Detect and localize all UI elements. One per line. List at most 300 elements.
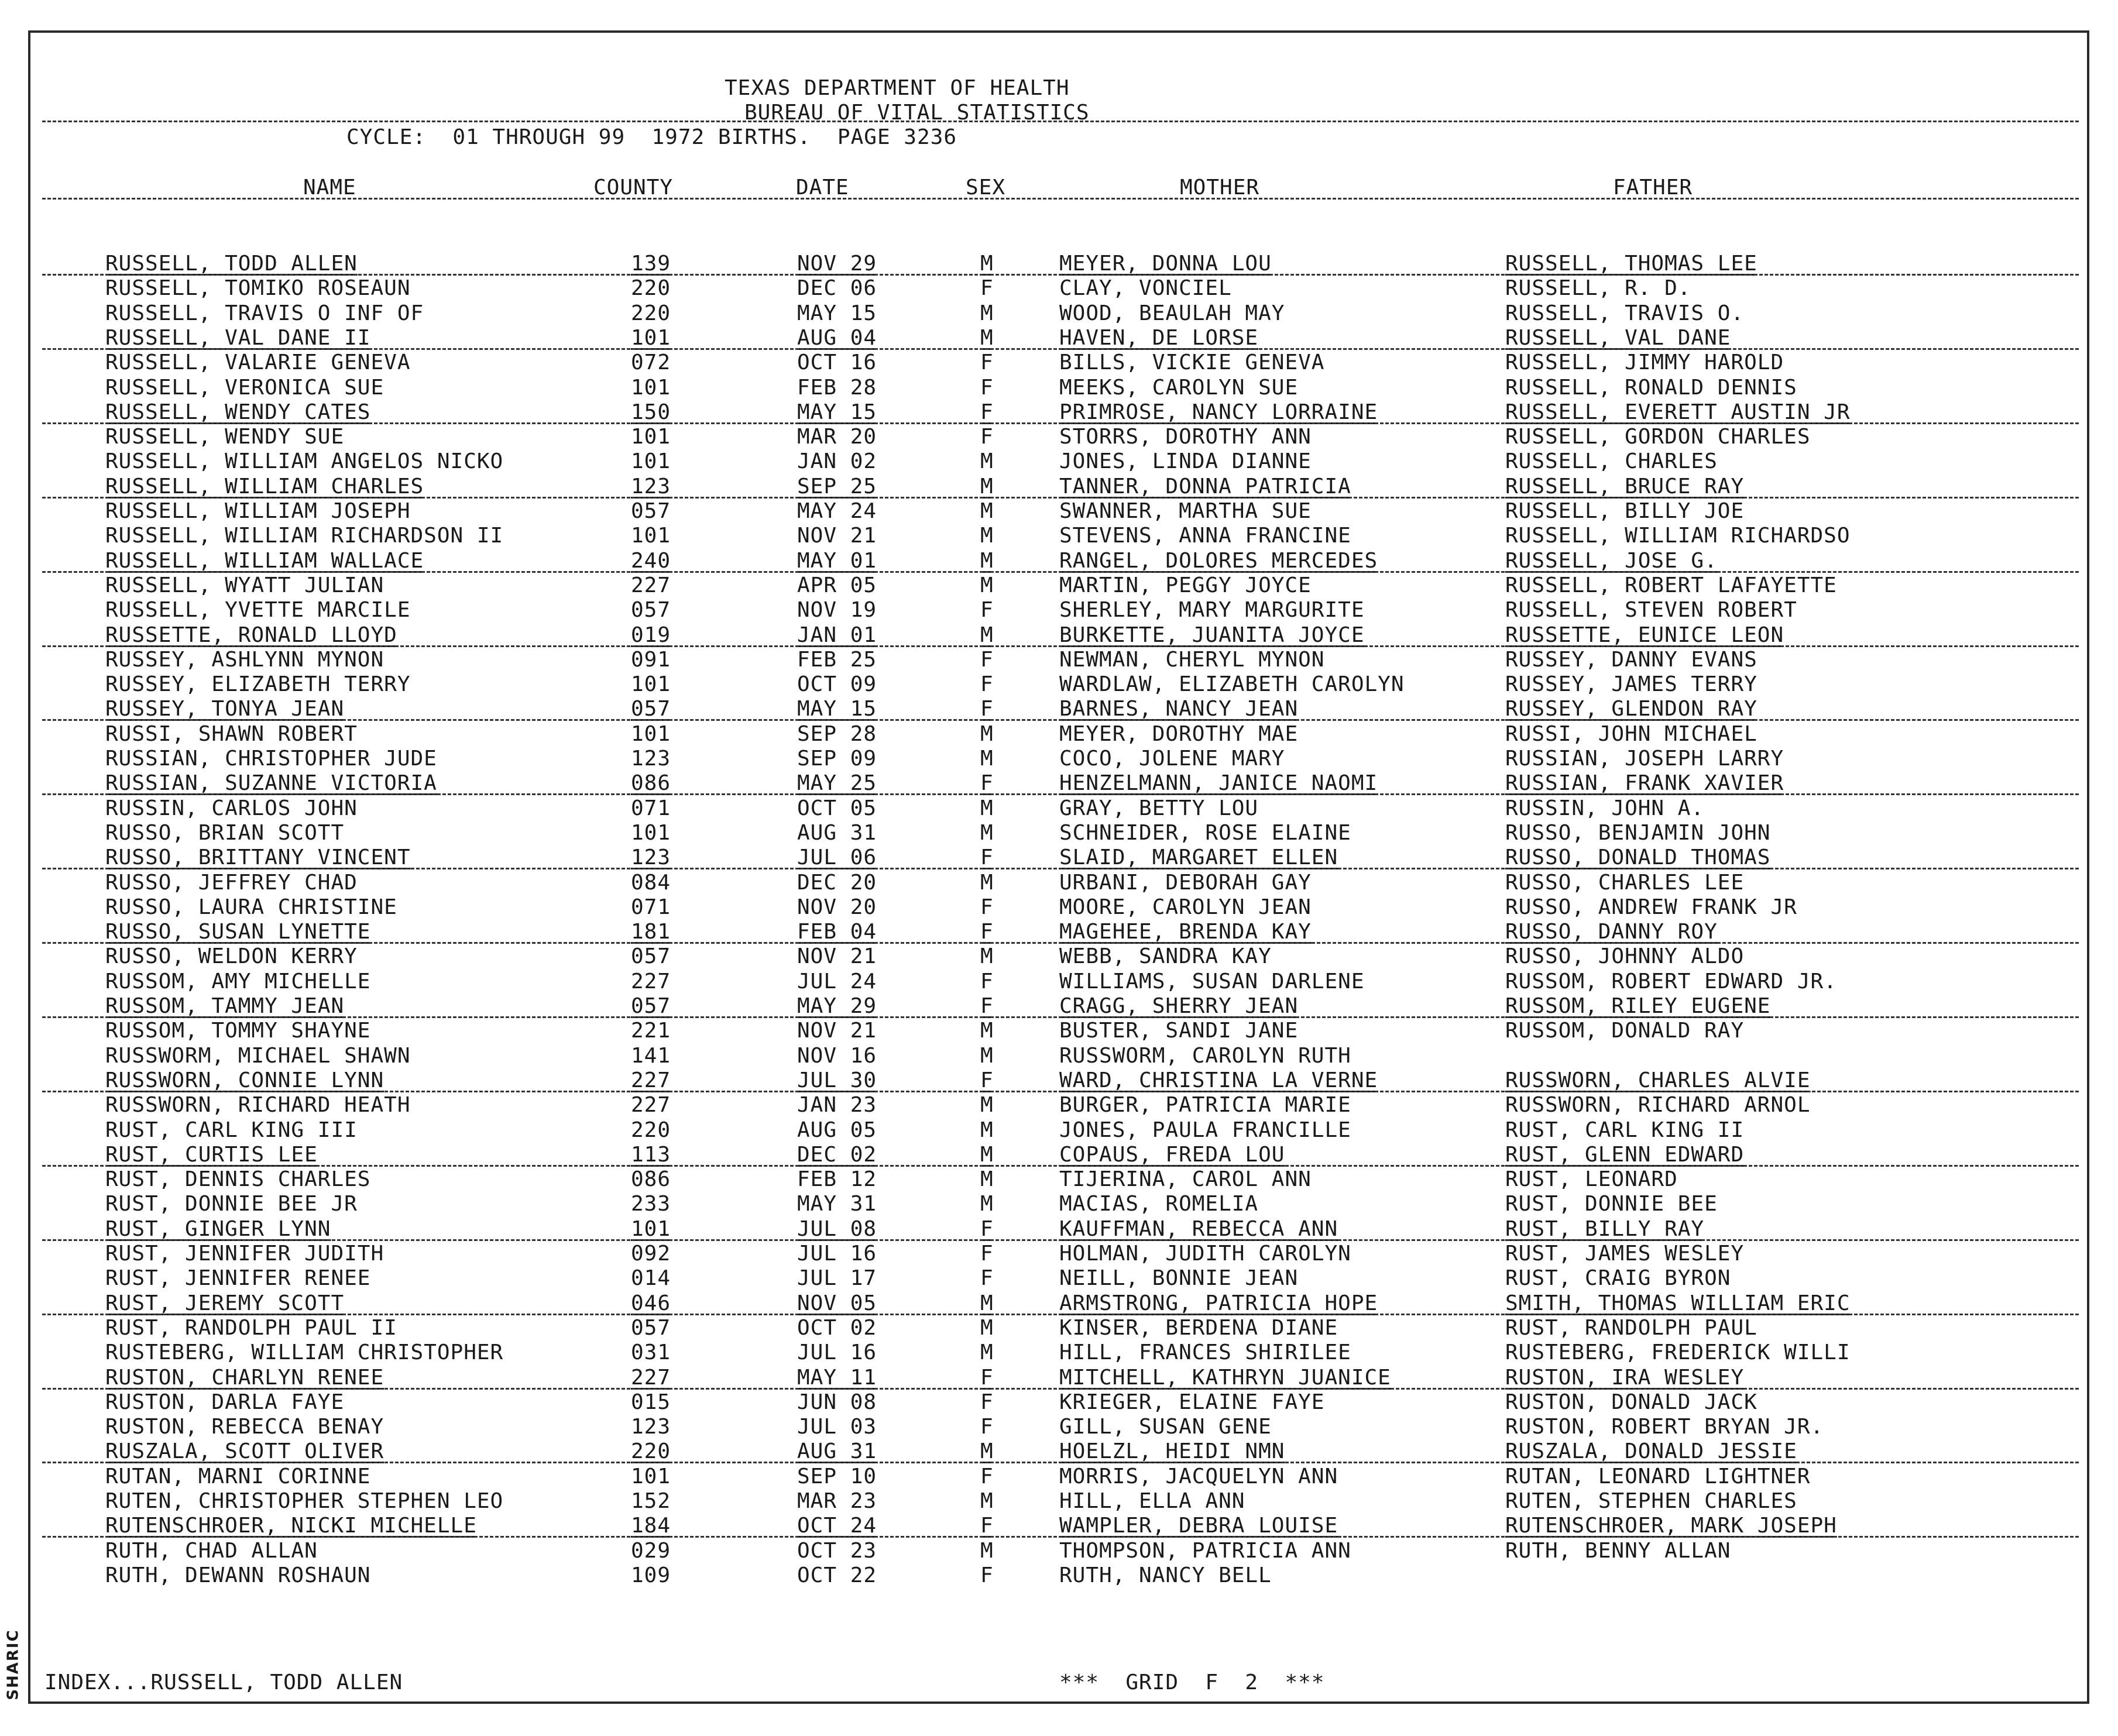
- record-sex: M: [980, 1340, 994, 1365]
- record-mother: JONES, LINDA DIANNE: [1059, 449, 1312, 474]
- record-father: RUSSOM, RILEY EUGENE: [1505, 994, 1771, 1018]
- record-name: RUSSELL, WILLIAM JOSEPH: [105, 499, 411, 523]
- record-sex: M: [980, 747, 994, 771]
- record-date: MAY 11: [797, 1365, 877, 1390]
- record-mother: HILL, ELLA ANN: [1059, 1489, 1245, 1513]
- record-date: FEB 28: [797, 375, 877, 400]
- record-sex: M: [980, 301, 994, 325]
- record-county: 101: [631, 1216, 671, 1241]
- record-father: RUST, BILLY RAY: [1505, 1216, 1705, 1241]
- record-sex: M: [980, 1167, 994, 1192]
- record-sex: F: [980, 1266, 994, 1291]
- record-row: [0, 871, 2089, 895]
- record-group-rule: [42, 1462, 2079, 1463]
- record-sex: M: [980, 573, 994, 597]
- record-date: SEP 09: [797, 747, 877, 771]
- record-name: RUSSIAN, SUZANNE VICTORIA: [105, 771, 437, 796]
- record-row: [0, 376, 2089, 400]
- record-name: RUST, CARL KING III: [105, 1118, 358, 1142]
- record-row: [0, 573, 2089, 598]
- record-father: RUSTON, DONALD JACK: [1505, 1390, 1757, 1414]
- record-row: [0, 524, 2089, 548]
- record-date: JAN 02: [797, 449, 877, 474]
- record-date: MAY 29: [797, 994, 877, 1018]
- record-row: [0, 1514, 2089, 1538]
- record-sex: M: [980, 1142, 994, 1167]
- record-row: [0, 845, 2089, 870]
- record-county: 071: [631, 796, 671, 820]
- record-county: 184: [631, 1514, 671, 1538]
- column-header-rule: [42, 198, 2079, 200]
- record-group-rule: [42, 868, 2079, 869]
- record-sex: M: [980, 796, 994, 820]
- record-mother: TIJERINA, CAROL ANN: [1059, 1167, 1312, 1192]
- record-row: [0, 672, 2089, 697]
- record-mother: WEBB, SANDRA KAY: [1059, 944, 1272, 969]
- record-group-rule: [42, 1165, 2079, 1167]
- record-name: RUSSO, LAURA CHRISTINE: [105, 895, 397, 919]
- record-name: RUTH, CHAD ALLAN: [105, 1538, 318, 1563]
- record-row: [0, 598, 2089, 623]
- record-row: [0, 1118, 2089, 1143]
- record-father: RUSSEY, GLENDON RAY: [1505, 697, 1757, 721]
- record-county: 221: [631, 1019, 671, 1043]
- record-sex: F: [980, 1216, 994, 1241]
- record-date: JUL 16: [797, 1340, 877, 1365]
- record-name: RUSTON, REBECCA BENAY: [105, 1415, 385, 1439]
- record-name: RUSSOM, TOMMY SHAYNE: [105, 1019, 371, 1043]
- record-name: RUSTEBERG, WILLIAM CHRISTOPHER: [105, 1340, 504, 1365]
- record-name: RUSSELL, WILLIAM CHARLES: [105, 474, 424, 499]
- record-county: 227: [631, 1068, 671, 1092]
- record-county: 092: [631, 1242, 671, 1266]
- record-father: RUSSELL, BRUCE RAY: [1505, 474, 1745, 499]
- record-sex: F: [980, 1390, 994, 1414]
- record-father: RUTEN, STEPHEN CHARLES: [1505, 1489, 1797, 1513]
- record-date: FEB 25: [797, 647, 877, 672]
- record-county: 019: [631, 623, 671, 647]
- record-mother: PRIMROSE, NANCY LORRAINE: [1059, 400, 1378, 424]
- record-sex: M: [980, 1439, 994, 1464]
- record-sex: F: [980, 1242, 994, 1266]
- record-row: [0, 276, 2089, 301]
- record-name: RUSSELL, VALARIE GENEVA: [105, 350, 411, 375]
- record-mother: MAGEHEE, BRENDA KAY: [1059, 920, 1312, 944]
- record-sex: M: [980, 820, 994, 845]
- record-group-rule: [42, 793, 2079, 795]
- record-county: 101: [631, 1464, 671, 1489]
- record-mother: URBANI, DEBORAH GAY: [1059, 870, 1312, 895]
- record-father: RUSSELL, R. D.: [1505, 276, 1691, 301]
- record-mother: MEEKS, CAROLYN SUE: [1059, 375, 1299, 400]
- record-county: 057: [631, 499, 671, 523]
- record-sex: M: [980, 1291, 994, 1315]
- record-sex: M: [980, 1093, 994, 1118]
- record-row: [0, 499, 2089, 524]
- record-father: RUSSEY, DANNY EVANS: [1505, 647, 1757, 672]
- record-county: 031: [631, 1340, 671, 1365]
- record-county: 014: [631, 1266, 671, 1291]
- record-date: OCT 24: [797, 1514, 877, 1538]
- record-row: [0, 722, 2089, 747]
- record-name: RUSSO, WELDON KERRY: [105, 944, 358, 969]
- record-group-rule: [42, 274, 2079, 276]
- record-row: [0, 1068, 2089, 1093]
- record-county: 101: [631, 524, 671, 548]
- record-row: [0, 920, 2089, 944]
- record-father: RUST, JAMES WESLEY: [1505, 1242, 1745, 1266]
- record-mother: WAMPLER, DEBRA LOUISE: [1059, 1514, 1338, 1538]
- record-mother: GRAY, BETTY LOU: [1059, 796, 1259, 820]
- record-mother: NEILL, BONNIE JEAN: [1059, 1266, 1299, 1291]
- record-row: [0, 1143, 2089, 1167]
- record-sex: F: [980, 1365, 994, 1390]
- column-header-date: DATE: [796, 176, 849, 200]
- record-county: 086: [631, 1167, 671, 1192]
- record-sex: M: [980, 252, 994, 276]
- record-county: 057: [631, 1315, 671, 1340]
- record-mother: WARD, CHRISTINA LA VERNE: [1059, 1068, 1378, 1092]
- record-sex: F: [980, 697, 994, 721]
- record-date: NOV 16: [797, 1043, 877, 1068]
- record-date: JUL 16: [797, 1242, 877, 1266]
- record-date: OCT 16: [797, 350, 877, 375]
- record-county: 233: [631, 1192, 671, 1216]
- record-date: OCT 23: [797, 1538, 877, 1563]
- record-row: [0, 549, 2089, 573]
- record-county: 057: [631, 697, 671, 721]
- record-father: RUSSIN, JOHN A.: [1505, 796, 1705, 820]
- record-name: RUTENSCHROER, NICKI MICHELLE: [105, 1514, 477, 1538]
- record-father: RUSSETTE, EUNICE LEON: [1505, 623, 1784, 647]
- record-mother: MOORE, CAROLYN JEAN: [1059, 895, 1312, 919]
- record-sex: M: [980, 721, 994, 746]
- record-father: SMITH, THOMAS WILLIAM ERIC: [1505, 1291, 1851, 1315]
- record-mother: HILL, FRANCES SHIRILEE: [1059, 1340, 1351, 1365]
- record-father: RUSTON, ROBERT BRYAN JR.: [1505, 1415, 1824, 1439]
- record-county: 101: [631, 721, 671, 746]
- record-father: RUSSIAN, JOSEPH LARRY: [1505, 747, 1784, 771]
- record-date: DEC 20: [797, 870, 877, 895]
- record-mother: BURGER, PATRICIA MARIE: [1059, 1093, 1351, 1118]
- record-sex: M: [980, 1192, 994, 1216]
- record-mother: MACIAS, ROMELIA: [1059, 1192, 1259, 1216]
- record-father: RUSSELL, ROBERT LAFAYETTE: [1505, 573, 1837, 597]
- record-sex: F: [980, 1415, 994, 1439]
- record-name: RUSZALA, SCOTT OLIVER: [105, 1439, 385, 1464]
- record-row: [0, 1093, 2089, 1118]
- record-row: [0, 970, 2089, 994]
- record-name: RUSSELL, WENDY SUE: [105, 425, 345, 449]
- record-name: RUTEN, CHRISTOPHER STEPHEN LEO: [105, 1489, 504, 1513]
- record-mother: SWANNER, MARTHA SUE: [1059, 499, 1312, 523]
- record-sex: M: [980, 1043, 994, 1068]
- record-sex: F: [980, 969, 994, 994]
- record-mother: MITCHELL, KATHRYN JUANICE: [1059, 1365, 1391, 1390]
- record-name: RUSSI, SHAWN ROBERT: [105, 721, 358, 746]
- record-row: [0, 944, 2089, 969]
- record-sex: M: [980, 474, 994, 499]
- record-name: RUSTON, DARLA FAYE: [105, 1390, 345, 1414]
- record-name: RUTH, DEWANN ROSHAUN: [105, 1563, 371, 1587]
- record-mother: JONES, PAULA FRANCILLE: [1059, 1118, 1351, 1142]
- agency-title: TEXAS DEPARTMENT OF HEALTH: [725, 76, 1070, 100]
- record-row: [0, 821, 2089, 845]
- record-father: RUST, CARL KING II: [1505, 1118, 1745, 1142]
- record-sex: F: [980, 350, 994, 375]
- record-father: RUST, RANDOLPH PAUL: [1505, 1315, 1757, 1340]
- record-mother: MEYER, DONNA LOU: [1059, 252, 1272, 276]
- record-name: RUSSOM, TAMMY JEAN: [105, 994, 345, 1018]
- record-group-rule: [42, 497, 2079, 499]
- record-mother: MARTIN, PEGGY JOYCE: [1059, 573, 1312, 597]
- record-row: [0, 1242, 2089, 1266]
- record-mother: THOMPSON, PATRICIA ANN: [1059, 1538, 1351, 1563]
- record-name: RUSSEY, ELIZABETH TERRY: [105, 672, 411, 697]
- record-row: [0, 1439, 2089, 1464]
- record-name: RUSSO, BRIAN SCOTT: [105, 820, 345, 845]
- record-row: [0, 623, 2089, 648]
- record-name: RUSSELL, TODD ALLEN: [105, 252, 358, 276]
- record-mother: COPAUS, FREDA LOU: [1059, 1142, 1285, 1167]
- record-name: RUSSELL, WENDY CATES: [105, 400, 371, 424]
- record-county: 113: [631, 1142, 671, 1167]
- record-group-rule: [42, 348, 2079, 350]
- record-county: 057: [631, 598, 671, 623]
- record-name: RUSSO, JEFFREY CHAD: [105, 870, 358, 895]
- record-sex: F: [980, 845, 994, 870]
- record-date: MAY 01: [797, 548, 877, 573]
- record-sex: M: [980, 1019, 994, 1043]
- record-date: MAY 15: [797, 400, 877, 424]
- record-county: 109: [631, 1563, 671, 1587]
- record-county: 139: [631, 252, 671, 276]
- record-county: 123: [631, 1415, 671, 1439]
- record-date: NOV 19: [797, 598, 877, 623]
- record-sex: M: [980, 1315, 994, 1340]
- record-father: RUSTON, IRA WESLEY: [1505, 1365, 1745, 1390]
- record-row: [0, 994, 2089, 1019]
- record-name: RUSSELL, TOMIKO ROSEAUN: [105, 276, 411, 301]
- record-date: JAN 01: [797, 623, 877, 647]
- record-father: RUSSELL, EVERETT AUSTIN JR: [1505, 400, 1851, 424]
- record-county: 057: [631, 994, 671, 1018]
- record-date: JAN 23: [797, 1093, 877, 1118]
- record-name: RUSSWORN, CONNIE LYNN: [105, 1068, 385, 1092]
- record-father: RUSSWORN, CHARLES ALVIE: [1505, 1068, 1811, 1092]
- footer-index: INDEX...RUSSELL, TODD ALLEN: [44, 1670, 403, 1694]
- record-date: JUL 17: [797, 1266, 877, 1291]
- record-group-rule: [42, 422, 2079, 424]
- record-date: FEB 12: [797, 1167, 877, 1192]
- record-county: 086: [631, 771, 671, 796]
- record-name: RUSSELL, VAL DANE II: [105, 325, 371, 350]
- record-name: RUSSWORN, RICHARD HEATH: [105, 1093, 411, 1118]
- record-father: RUST, CRAIG BYRON: [1505, 1266, 1731, 1291]
- record-name: RUSSIAN, CHRISTOPHER JUDE: [105, 747, 437, 771]
- record-county: 057: [631, 944, 671, 969]
- record-date: OCT 09: [797, 672, 877, 697]
- record-row: [0, 648, 2089, 672]
- record-row: [0, 301, 2089, 326]
- record-sex: F: [980, 920, 994, 944]
- record-mother: HENZELMANN, JANICE NAOMI: [1059, 771, 1378, 796]
- record-group-rule: [42, 1314, 2079, 1315]
- record-date: NOV 20: [797, 895, 877, 919]
- record-county: 084: [631, 870, 671, 895]
- record-date: AUG 31: [797, 1439, 877, 1464]
- record-date: JUL 08: [797, 1216, 877, 1241]
- record-row: [0, 252, 2089, 276]
- record-row: [0, 1366, 2089, 1390]
- record-mother: HOELZL, HEIDI NMN: [1059, 1439, 1285, 1464]
- record-sex: F: [980, 1464, 994, 1489]
- record-county: 141: [631, 1043, 671, 1068]
- record-father: RUSSO, CHARLES LEE: [1505, 870, 1745, 895]
- record-father: RUSSELL, RONALD DENNIS: [1505, 375, 1797, 400]
- record-county: 123: [631, 845, 671, 870]
- record-county: 220: [631, 301, 671, 325]
- record-date: MAY 31: [797, 1192, 877, 1216]
- record-name: RUSSETTE, RONALD LLOYD: [105, 623, 397, 647]
- record-father: RUSSELL, THOMAS LEE: [1505, 252, 1757, 276]
- record-sex: F: [980, 276, 994, 301]
- record-sex: M: [980, 944, 994, 969]
- record-father: RUSSO, BENJAMIN JOHN: [1505, 820, 1771, 845]
- record-group-rule: [42, 571, 2079, 573]
- record-name: RUSSELL, YVETTE MARCILE: [105, 598, 411, 623]
- record-date: FEB 04: [797, 920, 877, 944]
- record-date: DEC 06: [797, 276, 877, 301]
- record-sex: M: [980, 1118, 994, 1142]
- record-date: JUL 24: [797, 969, 877, 994]
- record-date: SEP 10: [797, 1464, 877, 1489]
- record-name: RUSSEY, ASHLYNN MYNON: [105, 647, 385, 672]
- record-sex: M: [980, 1538, 994, 1563]
- record-mother: SLAID, MARGARET ELLEN: [1059, 845, 1338, 870]
- record-row: [0, 1415, 2089, 1439]
- record-father: RUSSO, DONALD THOMAS: [1505, 845, 1771, 870]
- record-mother: STEVENS, ANNA FRANCINE: [1059, 524, 1351, 548]
- record-county: 227: [631, 1365, 671, 1390]
- record-date: JUL 30: [797, 1068, 877, 1092]
- column-header-sex: SEX: [966, 176, 1006, 200]
- record-name: RUSSELL, WILLIAM ANGELOS NICKO: [105, 449, 504, 474]
- record-sex: M: [980, 623, 994, 647]
- footer-grid: *** GRID F 2 ***: [1059, 1670, 1325, 1694]
- record-sex: F: [980, 647, 994, 672]
- side-label-text: SHARIC: [4, 1629, 22, 1700]
- record-name: RUSSELL, WILLIAM RICHARDSON II: [105, 524, 504, 548]
- record-sex: M: [980, 548, 994, 573]
- record-mother: TANNER, DONNA PATRICIA: [1059, 474, 1351, 499]
- record-county: 152: [631, 1489, 671, 1513]
- record-group-rule: [42, 1016, 2079, 1018]
- record-group-rule: [42, 645, 2079, 647]
- record-mother: GILL, SUSAN GENE: [1059, 1415, 1272, 1439]
- record-father: RUSSELL, WILLIAM RICHARDSO: [1505, 524, 1851, 548]
- record-county: 123: [631, 474, 671, 499]
- record-sex: F: [980, 1514, 994, 1538]
- record-father: RUSSOM, ROBERT EDWARD JR.: [1505, 969, 1837, 994]
- record-father: RUSSEY, JAMES TERRY: [1505, 672, 1757, 697]
- record-row: [0, 1465, 2089, 1489]
- record-county: 101: [631, 449, 671, 474]
- record-father: RUTH, BENNY ALLAN: [1505, 1538, 1731, 1563]
- record-row: [0, 400, 2089, 425]
- record-father: RUTENSCHROER, MARK JOSEPH: [1505, 1514, 1837, 1538]
- record-row: [0, 1563, 2089, 1588]
- record-name: RUST, JEREMY SCOTT: [105, 1291, 345, 1315]
- record-row: [0, 771, 2089, 796]
- record-group-rule: [42, 1536, 2079, 1538]
- record-mother: WARDLAW, ELIZABETH CAROLYN: [1059, 672, 1405, 697]
- record-row: [0, 326, 2089, 350]
- record-mother: RUTH, NANCY BELL: [1059, 1563, 1272, 1587]
- record-father: RUSSO, DANNY ROY: [1505, 920, 1718, 944]
- record-row: [0, 350, 2089, 375]
- record-date: JUN 08: [797, 1390, 877, 1414]
- record-father: RUST, GLENN EDWARD: [1505, 1142, 1745, 1167]
- record-group-rule: [42, 942, 2079, 944]
- record-mother: WILLIAMS, SUSAN DARLENE: [1059, 969, 1365, 994]
- record-county: 046: [631, 1291, 671, 1315]
- record-row: [0, 895, 2089, 920]
- record-father: RUSTEBERG, FREDERICK WILLI: [1505, 1340, 1851, 1365]
- record-mother: HOLMAN, JUDITH CAROLYN: [1059, 1242, 1351, 1266]
- record-county: 227: [631, 1093, 671, 1118]
- record-father: RUSSIAN, FRANK XAVIER: [1505, 771, 1784, 796]
- record-row: [0, 747, 2089, 771]
- record-father: RUST, LEONARD: [1505, 1167, 1678, 1192]
- record-sex: F: [980, 425, 994, 449]
- record-sex: M: [980, 870, 994, 895]
- record-date: SEP 28: [797, 721, 877, 746]
- record-county: 015: [631, 1390, 671, 1414]
- record-row: [0, 425, 2089, 449]
- record-mother: KRIEGER, ELAINE FAYE: [1059, 1390, 1325, 1414]
- record-mother: MEYER, DOROTHY MAE: [1059, 721, 1299, 746]
- record-county: 101: [631, 672, 671, 697]
- record-row: [0, 1044, 2089, 1068]
- record-county: 220: [631, 1439, 671, 1464]
- record-mother: BURKETTE, JUANITA JOYCE: [1059, 623, 1365, 647]
- record-date: APR 05: [797, 573, 877, 597]
- record-mother: SCHNEIDER, ROSE ELAINE: [1059, 820, 1351, 845]
- record-row: [0, 449, 2089, 474]
- record-row: [0, 1167, 2089, 1192]
- record-mother: CRAGG, SHERRY JEAN: [1059, 994, 1299, 1018]
- record-date: OCT 22: [797, 1563, 877, 1587]
- column-header-father: FATHER: [1613, 176, 1693, 200]
- record-sex: F: [980, 598, 994, 623]
- column-header-name: NAME: [303, 176, 356, 200]
- record-date: JUL 03: [797, 1415, 877, 1439]
- record-father: RUSSELL, VAL DANE: [1505, 325, 1731, 350]
- record-father: RUSSOM, DONALD RAY: [1505, 1019, 1745, 1043]
- record-name: RUST, JENNIFER RENEE: [105, 1266, 371, 1291]
- record-mother: HAVEN, DE LORSE: [1059, 325, 1259, 350]
- record-mother: ARMSTRONG, PATRICIA HOPE: [1059, 1291, 1378, 1315]
- record-date: MAR 23: [797, 1489, 877, 1513]
- record-sex: F: [980, 400, 994, 424]
- record-row: [0, 697, 2089, 721]
- record-sex: F: [980, 672, 994, 697]
- record-mother: WOOD, BEAULAH MAY: [1059, 301, 1285, 325]
- record-row: [0, 796, 2089, 821]
- record-county: 101: [631, 425, 671, 449]
- record-date: OCT 05: [797, 796, 877, 820]
